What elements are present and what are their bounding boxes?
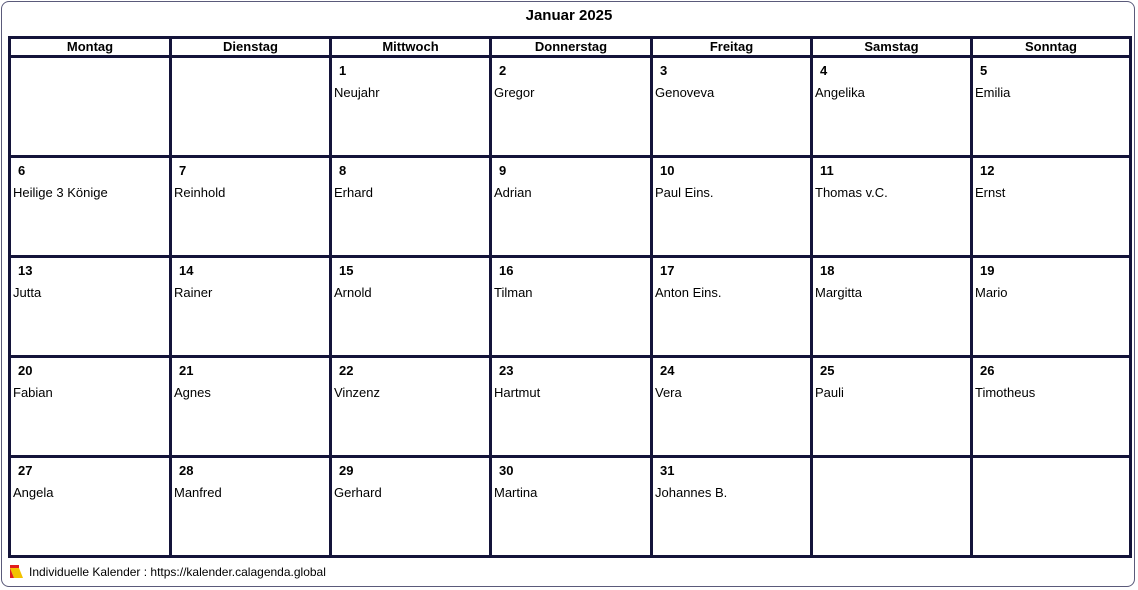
day-number: 14 [179,263,194,278]
day-number: 9 [499,163,507,178]
calendar-day-cell [331,357,491,457]
day-number: 27 [18,463,33,478]
name-day-label: Agnes [174,385,211,400]
name-day-label: Anton Eins. [655,285,722,300]
calendar-day-cell [331,57,491,157]
name-day-label: Mario [975,285,1008,300]
calendar-day-cell [652,157,812,257]
weekday-header: Samstag [812,38,972,57]
name-day-label: Jutta [13,285,42,300]
calendar-day-cell [812,457,972,557]
footer-text[interactable]: Individuelle Kalender : https://kalender.calagenda.global [29,565,326,579]
name-day-label: Manfred [174,485,222,500]
calendar-week-row [10,357,1131,457]
day-number: 22 [339,363,354,378]
name-day-label: Gerhard [334,485,382,500]
name-day-label: Rainer [174,285,213,300]
calendar-title: Januar 2025 [525,7,613,24]
calendar-week-row [10,257,1131,357]
day-number: 5 [980,63,988,78]
calendar-day-cell [491,257,652,357]
name-day-label: Erhard [334,185,374,200]
calendar-logo-icon [10,565,24,579]
day-number: 7 [179,163,187,178]
weekday-header: Mittwoch [331,38,491,57]
name-day-label: Reinhold [174,185,226,200]
calendar-day-cell [10,57,171,157]
weekday-header: Sonntag [972,38,1131,57]
name-day-label: Hartmut [494,385,541,400]
weekday-header: Dienstag [171,38,331,57]
calendar-week-row [10,157,1131,257]
calendar-day-cell [171,357,331,457]
day-number: 10 [660,163,675,178]
calendar-day-cell [812,357,972,457]
weekday-header: Montag [10,38,171,57]
day-number: 26 [980,363,995,378]
calendar-day-cell [331,157,491,257]
day-number: 23 [499,363,514,378]
calendar-week-row [10,57,1131,157]
name-day-label: Margitta [815,285,862,300]
calendar-day-cell [652,357,812,457]
day-number: 3 [660,63,668,78]
name-day-label: Angela [13,485,54,500]
calendar-day-cell [812,157,972,257]
day-number: 18 [820,263,835,278]
weekday-header-row [10,38,1131,57]
day-number: 19 [980,263,995,278]
day-number: 8 [339,163,347,178]
calendar-day-cell [652,257,812,357]
day-number: 24 [660,363,675,378]
name-day-label: Heilige 3 Könige [13,185,108,200]
calendar-grid [8,36,1132,558]
name-day-label: Gregor [494,85,535,100]
calendar-day-cell [331,257,491,357]
name-day-label: Johannes B. [655,485,728,500]
name-day-label: Timotheus [975,385,1036,400]
calendar-week-row [10,457,1131,557]
name-day-label: Martina [494,485,538,500]
day-number: 25 [820,363,835,378]
calendar-day-cell [812,57,972,157]
weekday-header: Freitag [652,38,812,57]
day-number: 31 [660,463,675,478]
calendar-day-cell [10,357,171,457]
name-day-label: Genoveva [655,85,715,100]
calendar-day-cell [491,357,652,457]
calendar-day-cell [171,257,331,357]
calendar-day-cell [331,457,491,557]
day-number: 6 [18,163,26,178]
name-day-label: Thomas v.C. [815,185,888,200]
day-number: 16 [499,263,514,278]
day-number: 4 [820,63,828,78]
calendar-day-cell [972,457,1131,557]
day-number: 30 [499,463,514,478]
footer [10,565,326,579]
calendar-day-cell [10,257,171,357]
name-day-label: Paul Eins. [655,185,714,200]
calendar-day-cell [652,457,812,557]
calendar-day-cell [491,157,652,257]
calendar-day-cell [10,157,171,257]
name-day-label: Adrian [494,185,532,200]
name-day-label: Arnold [334,285,372,300]
day-number: 15 [339,263,354,278]
day-number: 21 [179,363,194,378]
day-number: 12 [980,163,995,178]
day-number: 13 [18,263,33,278]
calendar-day-cell [171,57,331,157]
calendar-day-cell [171,457,331,557]
day-number: 17 [660,263,675,278]
calendar-day-cell [10,457,171,557]
name-day-label: Tilman [494,285,533,300]
calendar-day-cell [491,57,652,157]
calendar-day-cell [812,257,972,357]
weekday-header: Donnerstag [491,38,652,57]
calendar-day-cell [652,57,812,157]
calendar-day-cell [171,157,331,257]
name-day-label: Vinzenz [334,385,381,400]
calendar-day-cell [972,257,1131,357]
day-number: 29 [339,463,354,478]
calendar-day-cell [972,357,1131,457]
name-day-label: Ernst [975,185,1006,200]
name-day-label: Angelika [815,85,865,100]
day-number: 28 [179,463,194,478]
name-day-label: Emilia [975,85,1011,100]
name-day-label: Vera [655,385,682,400]
calendar-day-cell [972,157,1131,257]
name-day-label: Fabian [13,385,53,400]
day-number: 2 [499,63,507,78]
day-number: 1 [339,63,347,78]
name-day-label: Neujahr [334,85,380,100]
day-number: 11 [820,163,834,178]
day-number: 20 [18,363,33,378]
calendar-day-cell [972,57,1131,157]
calendar-day-cell [491,457,652,557]
name-day-label: Pauli [815,385,844,400]
